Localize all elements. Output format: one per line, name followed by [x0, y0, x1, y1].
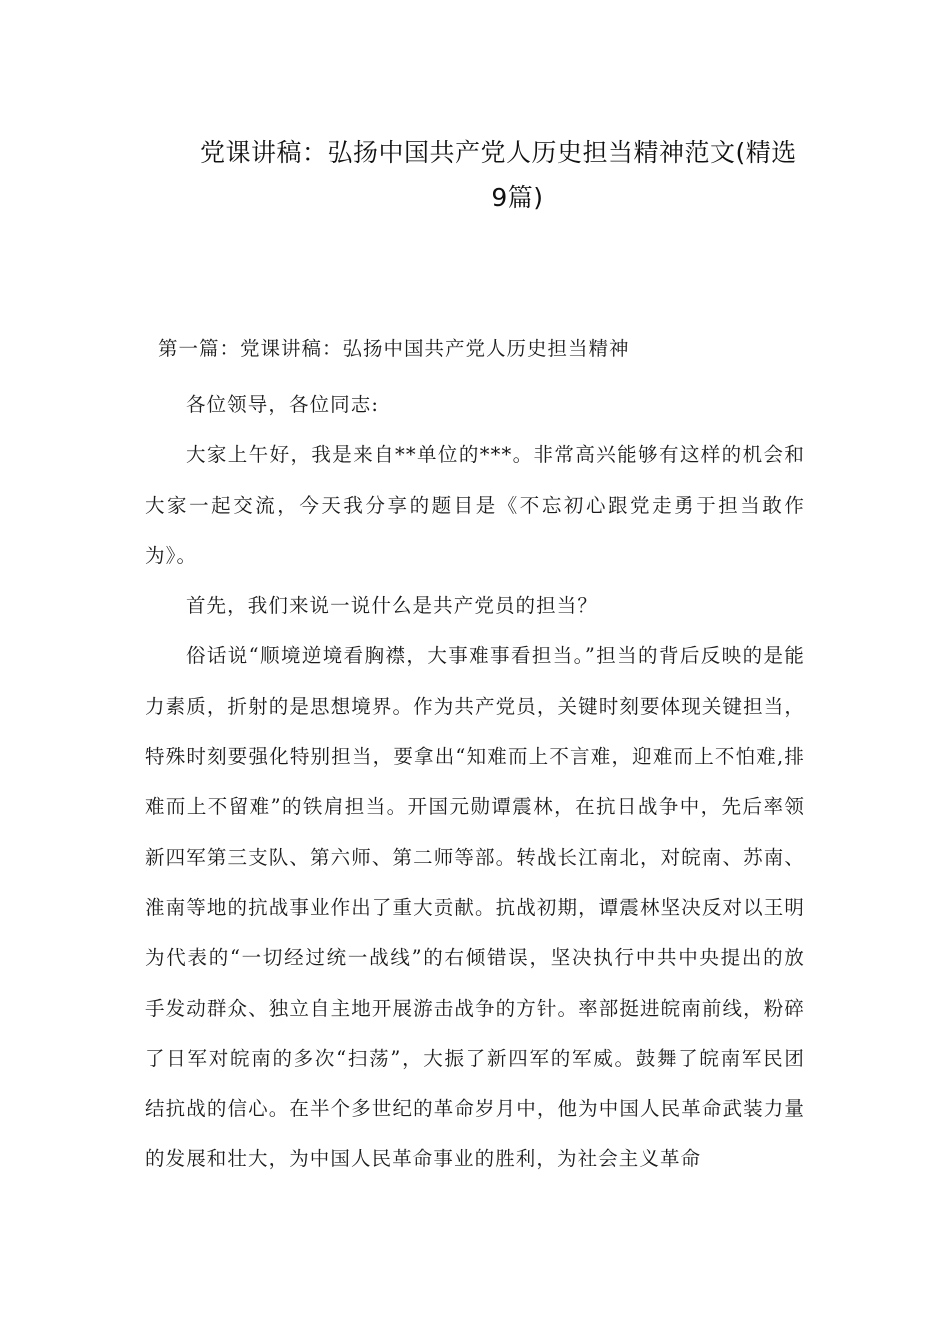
paragraph: 俗话说“顺境逆境看胸襟，大事难事看担当。”担当的背后反映的是能力素质，折射的是思想境界。作为共产党员，关键时刻要体现关键担当，特殊时刻要强化特别担当，要拿出“知难而上不言难，迎难而上不怕难,排难而上不留难”的铁肩担当。开国元勋谭震林，在抗日战争中，先后率领新四军第三支队、第六师、第二师等部。转战长江南北，对皖南、苏南、淮南等地的抗战事业作出了重大贡献。抗战初期，谭震林坚决反对以王明为代表的“一切经过统一战线”的右倾错误，坚决执行中共中央提出的放手发动群众、独立自主地开展游击战争的方针。率部挺进皖南前线，粉碎了日军对皖南的多次“扫荡”，大振了新四军的军威。鼓舞了皖南军民团结抗战的信心。在半个多世纪的革命岁月中，他为中国人民革命武装力量的发展和壮大，为中国人民革命事业的胜利，为社会主义革命	[145, 644, 805, 1171]
document-body	[145, 380, 805, 1185]
document-title	[200, 130, 810, 220]
paragraph: 各位领导，各位同志:	[185, 393, 380, 416]
title-line-2: 9篇)	[491, 183, 544, 212]
paragraph: 大家上午好，我是来自**单位的***。非常高兴能够有这样的机会和大家一起交流，今天我分享的题目是《不忘初心跟党走勇于担当敢作为》。	[145, 443, 805, 567]
paragraph: 首先，我们来说一说什么是共产党员的担当？	[185, 594, 598, 618]
chapter-heading: 第一篇：党课讲稿：弘扬中国共产党人历史担当精神	[158, 337, 630, 360]
title-line-1: 党课讲稿：弘扬中国共产党人历史担当精神范文(精选	[200, 138, 797, 167]
